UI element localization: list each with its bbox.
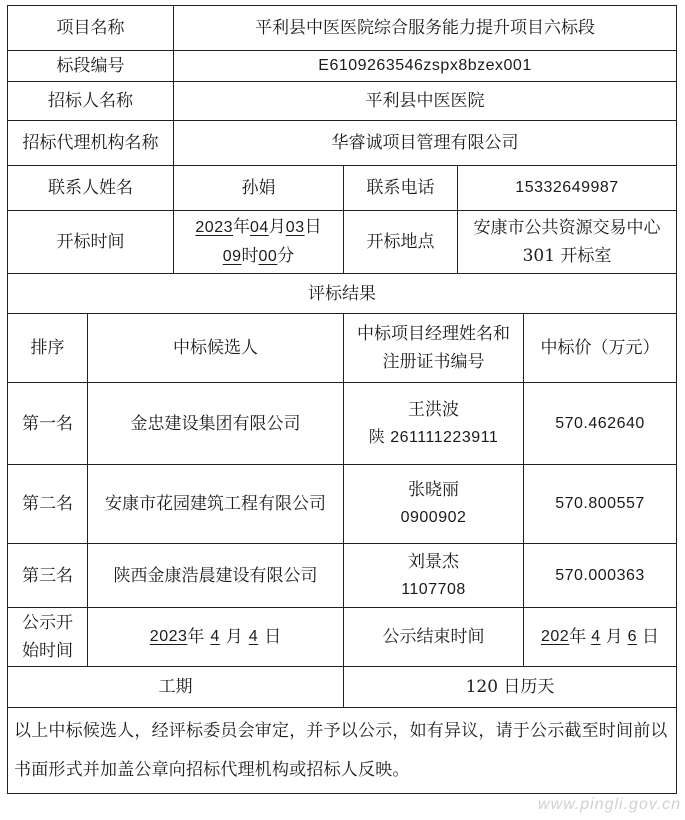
header-manager-line2: 注册证书编号 — [382, 352, 485, 372]
contact-name: 孙娟 — [241, 178, 276, 198]
candidate-manager — [344, 544, 523, 607]
manager-cert: 1107708 — [401, 580, 466, 598]
publicity-end-date — [524, 608, 676, 666]
results-title: 评标结果 — [308, 283, 376, 304]
hour-unit: 时 — [241, 246, 259, 266]
minute-unit: 分 — [277, 246, 295, 266]
publicity-start-label — [8, 608, 87, 666]
open-minute: 00 — [258, 248, 278, 265]
publicity-end-label: 公示结束时间 — [382, 627, 485, 647]
year-unit: 年 — [187, 627, 205, 647]
candidate-name: 陕西金康浩晨建设有限公司 — [113, 565, 318, 586]
manager-name: 刘景杰 — [408, 551, 459, 572]
watermark: www.pingli.gov.cn — [538, 796, 681, 813]
project-name-label: 项目名称 — [56, 18, 125, 38]
section-no: E6109263546zspx8bzex001 — [318, 57, 532, 74]
candidate-price: 570.000363 — [555, 566, 645, 584]
open-place — [458, 211, 676, 273]
open-day: 03 — [285, 219, 305, 236]
month-unit: 月 — [268, 217, 286, 237]
open-year: 2023 — [195, 219, 233, 236]
header-rank: 排序 — [30, 338, 65, 358]
project-name: 平利县中医医院综合服务能力提升项目六标段 — [255, 18, 595, 38]
publicity-start-label-line1: 公示开 — [22, 613, 73, 633]
header-manager — [344, 314, 523, 382]
contact-label: 联系人姓名 — [48, 178, 133, 198]
open-hour: 09 — [222, 248, 242, 265]
phone: 15332649987 — [515, 179, 619, 196]
header-manager-line1: 中标项目经理姓名和 — [357, 324, 510, 344]
candidate-price: 570.462640 — [555, 414, 645, 432]
header-candidate: 中标候选人 — [173, 338, 258, 358]
year-unit: 年 — [233, 217, 250, 237]
publicity-start-month: 4 — [210, 628, 220, 645]
day-unit: 日 — [642, 627, 659, 647]
candidate-name: 金忠建设集团有限公司 — [130, 413, 301, 434]
tenderer: 平利县中医医院 — [365, 91, 485, 111]
open-place-line2: 301 开标室 — [522, 246, 612, 266]
open-time-label: 开标时间 — [56, 232, 125, 252]
publicity-start-year: 2023 — [149, 628, 188, 645]
manager-name: 张晓丽 — [408, 480, 459, 500]
open-place-line1: 安康市公共资源交易中心 — [473, 218, 661, 238]
manager-cert: 陕 261111223911 — [368, 428, 499, 446]
publicity-end-day: 6 — [627, 628, 637, 645]
publicity-start-day: 4 — [248, 628, 259, 645]
year-unit: 年 — [569, 627, 587, 647]
section-no-label: 标段编号 — [56, 56, 125, 76]
publicity-start-label-line2: 始时间 — [22, 641, 73, 661]
candidate-manager — [344, 465, 523, 543]
publicity-start-date — [88, 608, 343, 666]
candidate-rank: 第三名 — [22, 565, 73, 586]
publicity-end-month: 4 — [591, 628, 601, 645]
open-month: 04 — [250, 219, 269, 236]
candidate-rank: 第二名 — [22, 494, 73, 514]
publicity-end-year: 202 — [540, 628, 570, 645]
header-price: 中标价（万元） — [540, 338, 660, 358]
day-unit: 日 — [264, 627, 282, 647]
candidate-rank: 第一名 — [22, 413, 73, 434]
candidate-manager — [344, 383, 523, 464]
duration-label: 工期 — [158, 677, 193, 697]
candidate-price: 570.800557 — [555, 495, 645, 512]
announcement-note: 以上中标候选人，经评标委员会审定，并予以公示，如有异议，请于公示截至时间前以书面形式并加盖公章向招标代理机构或招标人反映。 — [14, 721, 668, 780]
month-unit: 月 — [605, 627, 623, 647]
phone-label: 联系电话 — [366, 178, 435, 198]
month-unit: 月 — [225, 627, 243, 647]
day-unit: 日 — [304, 217, 322, 237]
manager-cert: 0900902 — [400, 509, 467, 526]
candidate-name: 安康市花园建筑工程有限公司 — [105, 494, 326, 514]
manager-name: 王洪波 — [408, 399, 459, 420]
open-place-label: 开标地点 — [366, 232, 435, 252]
tenderer-label: 招标人名称 — [48, 91, 133, 111]
agency: 华睿诚项目管理有限公司 — [331, 133, 519, 153]
agency-label: 招标代理机构名称 — [22, 133, 159, 153]
open-time — [174, 211, 343, 273]
duration-value: 120 日历天 — [465, 677, 555, 697]
